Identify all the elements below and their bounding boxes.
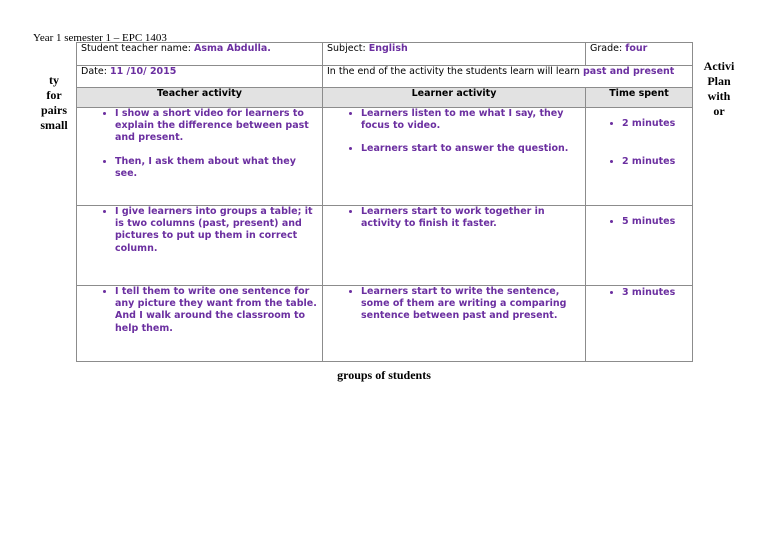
time-spent-cell: [586, 108, 693, 206]
teacher-name-value: Asma Abdulla.: [194, 43, 271, 54]
learner-activity-item: • Learners start to answer the question.: [361, 143, 581, 155]
teacher-activity-item: • I show a short video for learners to explain the difference between past and present.: [115, 108, 318, 145]
teacher-activity-item: • Then, I ask them about what they see.: [115, 156, 318, 180]
side-title-left: [30, 73, 78, 133]
activity-row: [77, 206, 693, 286]
time-spent-cell: [586, 286, 693, 362]
date-cell: [77, 66, 323, 88]
teacher-name-cell: [77, 43, 323, 66]
learner-activity-cell: [323, 286, 586, 362]
learner-activity-item: • Learners start to write the sentence, some of them are writing a comparing sentence between past and present.: [361, 286, 581, 323]
side-right-word: or: [713, 104, 725, 118]
footer-caption: groups of students: [337, 368, 431, 382]
date-label: Date:: [81, 66, 107, 77]
objective-highlight: past and present: [582, 66, 675, 77]
column-header-teacher: Teacher activity: [77, 88, 323, 108]
time-spent-item: • 3 minutes: [622, 287, 688, 299]
time-spent-item: • 2 minutes: [622, 156, 688, 168]
time-spent-item: • 5 minutes: [622, 216, 688, 228]
objective-text: In the end of the activity the students learn will learn: [327, 66, 580, 77]
time-spent-item: • 2 minutes: [622, 118, 688, 130]
course-header: Year 1 semester 1 – EPC 1403: [33, 32, 167, 44]
time-spent-cell: [586, 206, 693, 286]
side-left-word: small: [40, 118, 68, 132]
info-row-names: [77, 43, 693, 66]
side-left-word: for: [46, 88, 62, 102]
side-right-word: Activi: [703, 59, 735, 73]
info-row-date: [77, 66, 693, 88]
learner-activity-cell: [323, 108, 586, 206]
column-header-learner: Learner activity: [323, 88, 586, 108]
teacher-activity-cell: [77, 286, 323, 362]
subject-value: English: [368, 43, 408, 54]
subject-cell: [323, 43, 586, 66]
date-value: 11 /10/ 2015: [109, 66, 177, 77]
teacher-activity-item: • I tell them to write one sentence for any picture they want from the table. And I walk around the classroom to help them.: [115, 286, 318, 335]
column-header-row: [77, 88, 693, 108]
column-header-time: Time spent: [586, 88, 693, 108]
grade-label: Grade:: [590, 43, 623, 54]
grade-value: four: [625, 43, 648, 54]
grade-cell: [586, 43, 693, 66]
activity-row: [77, 286, 693, 362]
learner-activity-item: • Learners listen to me what I say, they focus to video.: [361, 108, 581, 132]
side-left-word: pairs: [40, 103, 67, 117]
teacher-name-label: Student teacher name:: [81, 43, 191, 54]
side-title-right: [696, 59, 742, 119]
side-right-word: with: [707, 89, 731, 103]
activity-row: [77, 108, 693, 206]
teacher-activity-cell: [77, 206, 323, 286]
subject-label: Subject:: [327, 43, 366, 54]
lesson-plan-table: [76, 42, 693, 362]
objective-cell: [323, 66, 693, 88]
teacher-activity-item: • I give learners into groups a table; it is two columns (past, present) and pictures to put up them in correct column.: [115, 206, 318, 255]
learner-activity-item: • Learners start to work together in activity to finish it faster.: [361, 206, 581, 230]
side-left-word: ty: [49, 73, 59, 87]
learner-activity-cell: [323, 206, 586, 286]
teacher-activity-cell: [77, 108, 323, 206]
side-right-word: Plan: [707, 74, 731, 88]
